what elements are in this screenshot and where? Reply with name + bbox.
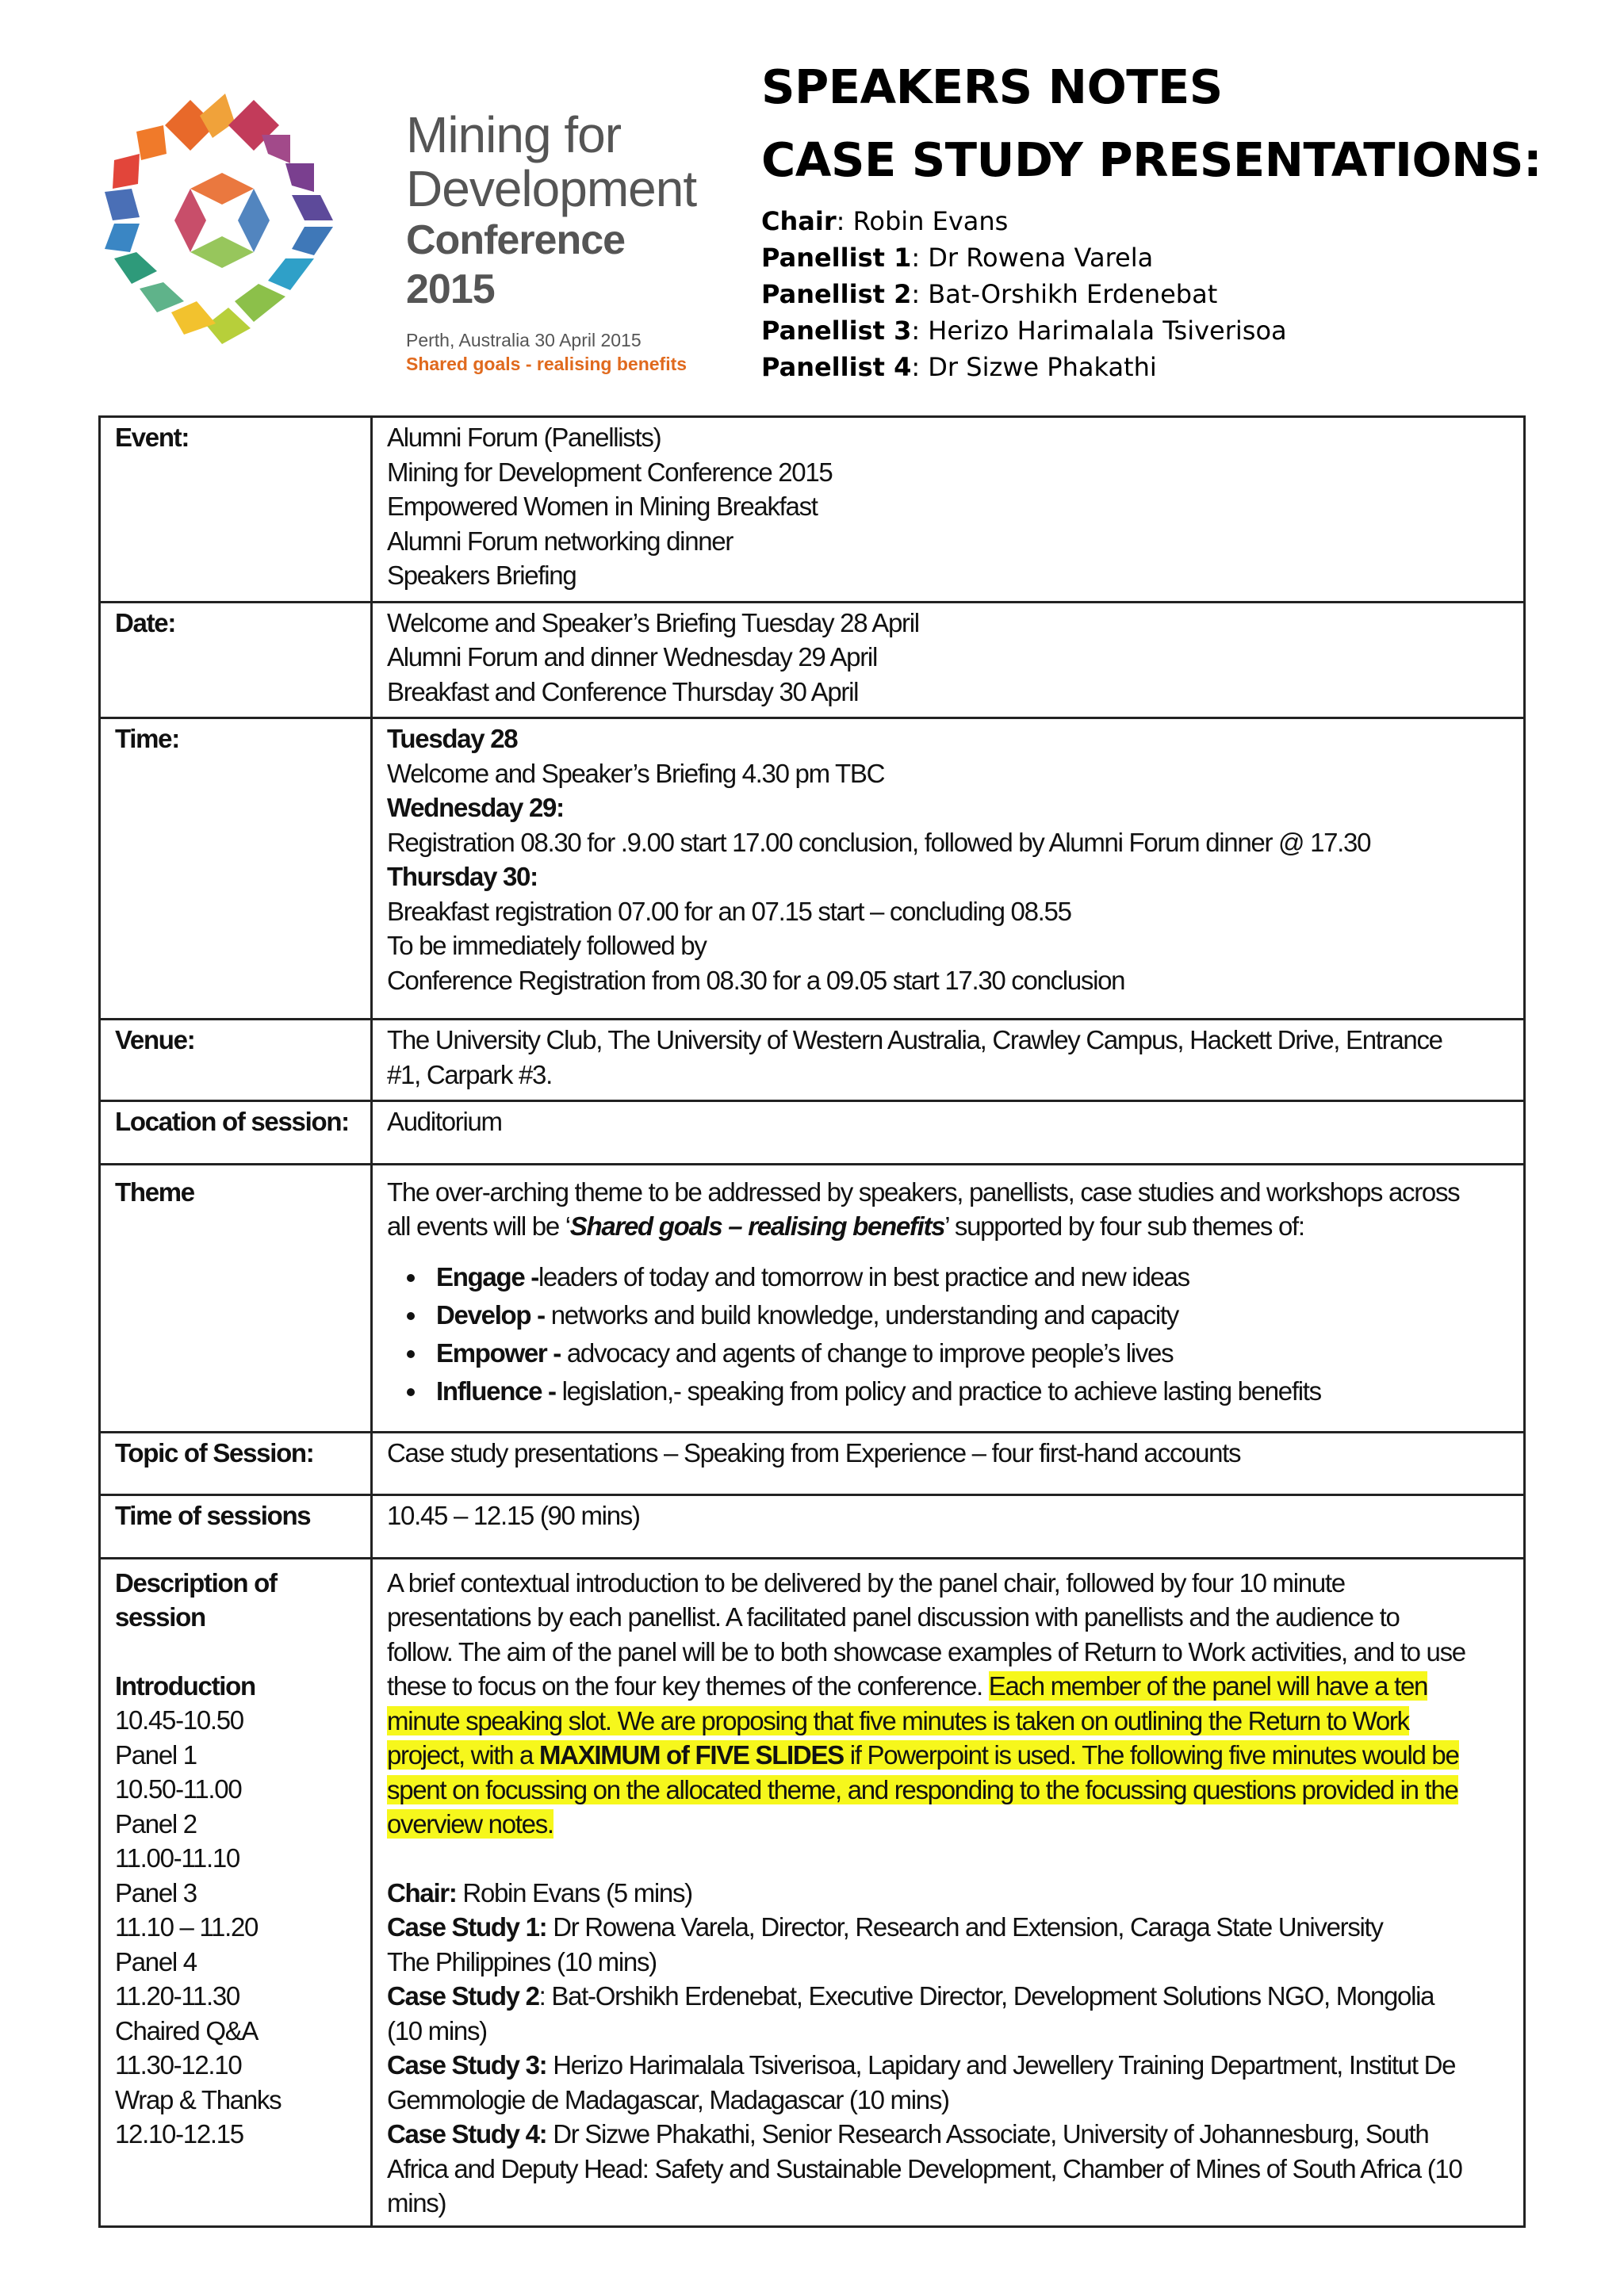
event-line: Empowered Women in Mining Breakfast	[387, 492, 818, 521]
date-line: Breakfast and Conference Thursday 30 April	[387, 676, 859, 706]
conference-logo-icon	[95, 94, 349, 347]
venue-value	[372, 1020, 1525, 1101]
date-row	[100, 602, 1525, 718]
logo-location: Perth, Australia 30 April 2015	[406, 330, 642, 350]
case-study-4-cont: Africa and Deputy Head: Safety and Sustainable Development, Chamber of Mines of South Africa (10	[387, 2153, 1462, 2183]
event-label: Event:	[100, 417, 372, 603]
time-sessions-value	[372, 1495, 1525, 1559]
topic-label: Topic of Session:	[100, 1432, 372, 1495]
description-text: A brief contextual introduction to be delivered by the panel chair, followed by four 10 minute	[387, 1567, 1345, 1598]
logo-tagline: Shared goals - realising benefits	[406, 354, 688, 374]
panellist-1: Panellist 1: Dr Rowena Varela	[761, 243, 1154, 273]
event-line: Alumni Forum (Panellists)	[387, 423, 661, 452]
schedule-item: 11.00-11.10	[115, 1843, 239, 1873]
sub-theme-empower: • Empower - advocacy and agents of change to improve people’s lives	[428, 1334, 1512, 1372]
venue-line: #1, Carpark #3.	[387, 1059, 552, 1089]
description-value	[372, 1558, 1525, 2226]
description-text: these to focus on the four key themes of the conference. Each member of the panel will have a ten	[387, 1671, 1428, 1701]
location-label: Location of session:	[100, 1101, 372, 1165]
theme-value	[372, 1164, 1525, 1432]
document-header	[761, 51, 1602, 385]
description-text: minute speaking slot. We are proposing that five minutes is taken on outlining the Return to Work	[387, 1705, 1409, 1735]
panellist-2: Panellist 2: Bat-Orshikh Erdenebat	[761, 279, 1218, 309]
logo-line-2: Development	[406, 160, 697, 217]
panellist-4: Panellist 4: Dr Sizwe Phakathi	[761, 352, 1157, 382]
wednesday-heading: Wednesday 29:	[387, 793, 564, 822]
theme-intro: The over-arching theme to be addressed by speakers, panellists, case studies and workshops across	[387, 1177, 1460, 1207]
time-sessions-row	[100, 1495, 1525, 1559]
case-study-1: Case Study 1: Dr Rowena Varela, Director, Research and Extension, Caraga State University	[387, 1912, 1383, 1942]
schedule-item: Chaired Q&A	[115, 2015, 259, 2045]
schedule-item: 10.45-10.50	[115, 1705, 243, 1735]
sub-theme-influence: • Influence - legislation,- speaking from policy and practice to achieve lasting benefits	[428, 1372, 1512, 1410]
schedule-item: Panel 1	[115, 1739, 197, 1770]
case-study-2-cont: (10 mins)	[387, 2015, 487, 2045]
tuesday-detail: Welcome and Speaker’s Briefing 4.30 pm TBC	[387, 758, 885, 788]
date-line: Alumni Forum and dinner Wednesday 29 April	[387, 642, 877, 672]
sub-theme-develop: • Develop - networks and build knowledge, understanding and capacity	[428, 1296, 1512, 1334]
title-line-2: CASE STUDY PRESENTATIONS:	[761, 132, 1542, 187]
topic-value	[372, 1432, 1525, 1495]
schedule-item: 10.50-11.00	[115, 1774, 242, 1804]
chair-entry: Chair: Robin Evans (5 mins)	[387, 1877, 692, 1908]
panel-list	[761, 203, 1602, 385]
schedule-item: Panel 4	[115, 1946, 197, 1976]
time-value	[372, 718, 1525, 1020]
event-row	[100, 417, 1525, 603]
wednesday-detail: Registration 08.30 for .9.00 start 17.00 conclusion, followed by Alumni Forum dinner @ 17.30	[387, 827, 1371, 857]
description-row	[100, 1558, 1525, 2226]
event-line: Alumni Forum networking dinner	[387, 526, 733, 556]
venue-row	[100, 1020, 1525, 1101]
schedule-heading: Introduction	[115, 1670, 255, 1701]
thursday-heading: Thursday 30:	[387, 862, 538, 891]
description-text: spent on focussing on the allocated theme, and responding to the focussing questions provided in the	[387, 1774, 1458, 1804]
case-study-4: Case Study 4: Dr Sizwe Phakathi, Senior Research Associate, University of Johannesburg, South	[387, 2119, 1429, 2149]
case-study-1-cont: The Philippines (10 mins)	[387, 1946, 657, 1976]
time-sessions-text: 10.45 – 12.15 (90 mins)	[387, 1501, 640, 1530]
description-label	[100, 1558, 372, 2226]
date-value	[372, 602, 1525, 718]
description-text: project, with a MAXIMUM of FIVE SLIDES if Powerpoint is used. The following five minutes would be	[387, 1740, 1459, 1770]
session-details-table	[98, 415, 1526, 2228]
sub-theme-list	[387, 1258, 1512, 1410]
schedule-item: Panel 3	[115, 1877, 197, 1908]
panellist-3: Panellist 3: Herizo Harimalala Tsiverisoa	[761, 316, 1287, 346]
venue-line: The University Club, The University of Western Australia, Crawley Campus, Hackett Drive, Entrance	[387, 1025, 1442, 1054]
schedule-item: 11.20-11.30	[115, 1981, 239, 2011]
case-study-3: Case Study 3: Herizo Harimalala Tsiverisoa, Lapidary and Jewellery Training Department, Institut De	[387, 2050, 1456, 2080]
theme-row	[100, 1164, 1525, 1432]
description-text: overview notes.	[387, 1809, 553, 1839]
schedule-item: 11.10 – 11.20	[115, 1912, 259, 1942]
event-line: Mining for Development Conference 2015	[387, 457, 833, 487]
case-study-3-cont: Gemmologie de Madagascar, Madagascar (10 mins)	[387, 2084, 949, 2114]
event-line: Speakers Briefing	[387, 561, 576, 590]
location-row	[100, 1101, 1525, 1165]
schedule-item: 12.10-12.15	[115, 2119, 243, 2149]
tuesday-heading: Tuesday 28	[387, 724, 518, 753]
logo-line-3: Conference 2015	[406, 217, 626, 312]
location-text: Auditorium	[387, 1107, 502, 1136]
theme-intro: all events will be ‘Shared goals – realising benefits’ supported by four sub themes of:	[387, 1211, 1304, 1241]
event-value	[372, 417, 1525, 603]
venue-label: Venue:	[100, 1020, 372, 1101]
description-label-line: Description of	[115, 1567, 277, 1598]
theme-label: Theme	[100, 1164, 372, 1432]
schedule-item: Wrap & Thanks	[115, 2084, 282, 2114]
logo-line-1: Mining for	[406, 106, 621, 163]
panel-chair: Chair: Robin Evans	[761, 206, 1009, 236]
topic-text: Case study presentations – Speaking from Experience – four first-hand accounts	[387, 1437, 1241, 1468]
conference-logo-text	[406, 108, 723, 376]
topic-row	[100, 1432, 1525, 1495]
case-study-2: Case Study 2: Bat-Orshikh Erdenebat, Executive Director, Development Solutions NGO, Mongolia	[387, 1981, 1434, 2011]
time-row	[100, 718, 1525, 1020]
time-label: Time:	[100, 718, 372, 1020]
description-text: follow. The aim of the panel will be to both showcase examples of Return to Work activities, and to use	[387, 1636, 1465, 1667]
title-line-1: SPEAKERS NOTES	[761, 59, 1223, 114]
schedule-item: 11.30-12.10	[115, 2050, 242, 2080]
description-text: presentations by each panellist. A facilitated panel discussion with panellists and the audience to	[387, 1602, 1400, 1632]
schedule-item: Panel 2	[115, 1808, 197, 1839]
thursday-detail: Breakfast registration 07.00 for an 07.15 start – concluding 08.55	[387, 896, 1071, 926]
time-sessions-label: Time of sessions	[100, 1495, 372, 1559]
location-value	[372, 1101, 1525, 1165]
sub-theme-engage: • Engage -leaders of today and tomorrow in best practice and new ideas	[428, 1258, 1512, 1296]
thursday-detail: To be immediately followed by	[387, 931, 707, 960]
date-label: Date:	[100, 602, 372, 718]
thursday-detail: Conference Registration from 08.30 for a 09.05 start 17.30 conclusion	[387, 965, 1125, 995]
date-line: Welcome and Speaker’s Briefing Tuesday 28 April	[387, 607, 919, 637]
case-study-4-cont: mins)	[387, 2188, 446, 2218]
description-label-line: session	[115, 1602, 205, 1632]
